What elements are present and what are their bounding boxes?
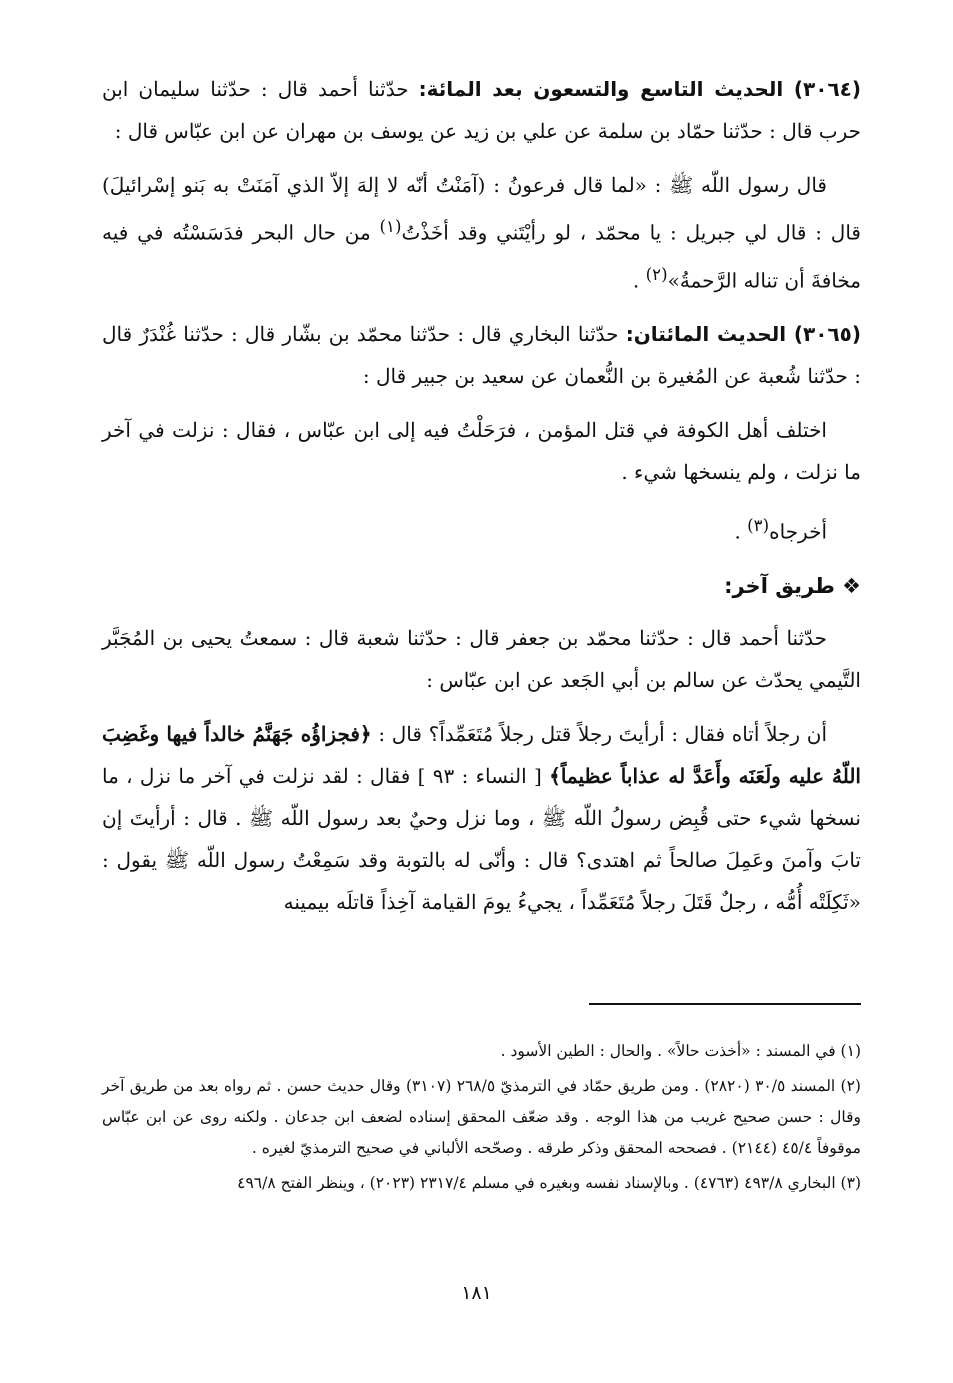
matn-text-2: [ النساء : ٩٣ ] فقال : لقد نزلت في آخر ما نزل ، ما نسخها شيء حتى قُبِض رسولُ اللّه ﷺ ، وما نزل وحيٌ بعد رسول اللّه ﷺ . قال : أرأيتَ إن تابَ وآمنَ وعَمِلَ صالحاً ثم اهتدى؟ قال : وأنّى له بالتوبة وقد سَمِعْتُ رسول اللّه ﷺ يقول : «ثَكِلَتْه أُمُّه ، رجلٌ قَتَلَ رجلاً مُتَعَمِّداً ، يجيءُ يومَ القيامة آخِذاً قاتلَه بيمينه [102,763,861,914]
period: . [632,268,646,293]
hadith-3064-matn [102,164,861,301]
period: . [734,519,748,544]
section-heading-another-route: ❖ طريق آخر: [724,573,861,598]
takhrij-text: أخرجاه [769,519,827,544]
footnote-ref-1: (١) [379,217,402,236]
hadith-3064-label: (٣٠٦٤) الحديث التاسع والتسعون بعد المائة: [418,77,862,101]
hadith-3065-label: (٣٠٦٥) الحديث المائتان: [625,322,861,347]
footnote-ref-3: (٣) [747,516,770,536]
footnote-2: (٢) المسند ٣٠/٥ (٢٨٢٠) . ومن طريق حمّاد في الترمذيّ ٢٦٨/٥ (٣١٠٧) وقال حديث حسن . ثم رواه بعد من طريق آخر وقال : حسن صحيح غريب من هذا الوجه . وقد ضعّف المحقق إسناده لضعف ابن جدعان . ولكنه روى عن ابن عبّاس موقوفاً ٤٥/٤ (٢١٤٤) . فصححه المحقق وذكر طرقه . وصحّحه الألباني في صحيح الترمذيّ لغيره . [102,1077,861,1157]
hadith-3064-intro [102,68,861,152]
another-route-isnad: حدّثنا أحمد قال : حدّثنا محمّد بن جعفر قال : حدّثنا شعبة قال : سمعتُ يحيى بن المُجَبَّر التَّيمي يحدّث عن سالم بن أبي الجَعد عن ابن عبّاس : [102,625,861,692]
matn-text: أن رجلاً أتاه فقال : أرأيتَ رجلاً قتل رجلاً مُتَعَمِّداً؟ قال : [371,721,828,746]
quran-verse: ﴿فجزاؤُه جَهَنَّمُ خالداً فيها وغَضِبَ اللّهُ عليه ولَعَنَه وأَعَدَّ له عذاباً عظيماً﴾ [102,721,861,788]
hadith-3065-isnad: حدّثنا البخاري قال : حدّثنا محمّد بن بشّار قال : حدّثنا غُنْدَرٌ قال : حدّثنا شُعبة عن المُغيرة بن النُّعمان عن سعيد بن جبير قال : [102,322,861,389]
hadith-3065-intro [102,313,861,397]
hadith-3065-takhrij [102,505,861,553]
footnote-ref-2: (٢) [645,264,668,284]
footnotes [102,1036,861,1203]
matn-text-2: من حال البحر فدَسَسْتُه في فيه مخافةَ أن تناله الرَّحمةُ» [102,220,861,293]
hadith-3065-matn: اختلف أهل الكوفة في قتل المؤمن ، فرَحَلْتُ فيه إلى ابن عبّاس ، فقال : نزلت في آخر ما نزلت ، ولم ينسخها شيء . [102,418,861,485]
matn-text: قال رسول اللّه ﷺ : «لما قال فرعونُ : (آمَنْتُ أنّه لا إلهَ إلاّ الذي آمَنَتْ به بَنو إسْرائيلَ) قال : قال لي جبريل : يا محمّد ، لو رأيْتَني وقد أخَذْتُ [102,173,861,245]
footnote-3: (٣) البخاري ٤٩٣/٨ (٤٧٦٣) . وبالإسناد نفسه وبغيره في مسلم ٢٣١٧/٤ (٢٠٢٣) ، وينظر الفتح ٤٩٦/٨ [237,1174,861,1192]
main-text [102,68,861,935]
footnote-separator [589,1003,861,1005]
footnote-1: (١) في المسند : «أخذت حالاً» . والحال : الطين الأسود . [500,1042,861,1060]
hadith-3064-isnad: حدّثنا أحمد قال : حدّثنا سليمان ابن حرب قال : حدّثنا حمّاد بن سلمة عن علي بن زيد عن يوسف بن مهران عن ابن عبّاس قال : [102,77,861,143]
another-route-matn [102,713,861,923]
page-number: ١٨١ [461,1282,492,1304]
